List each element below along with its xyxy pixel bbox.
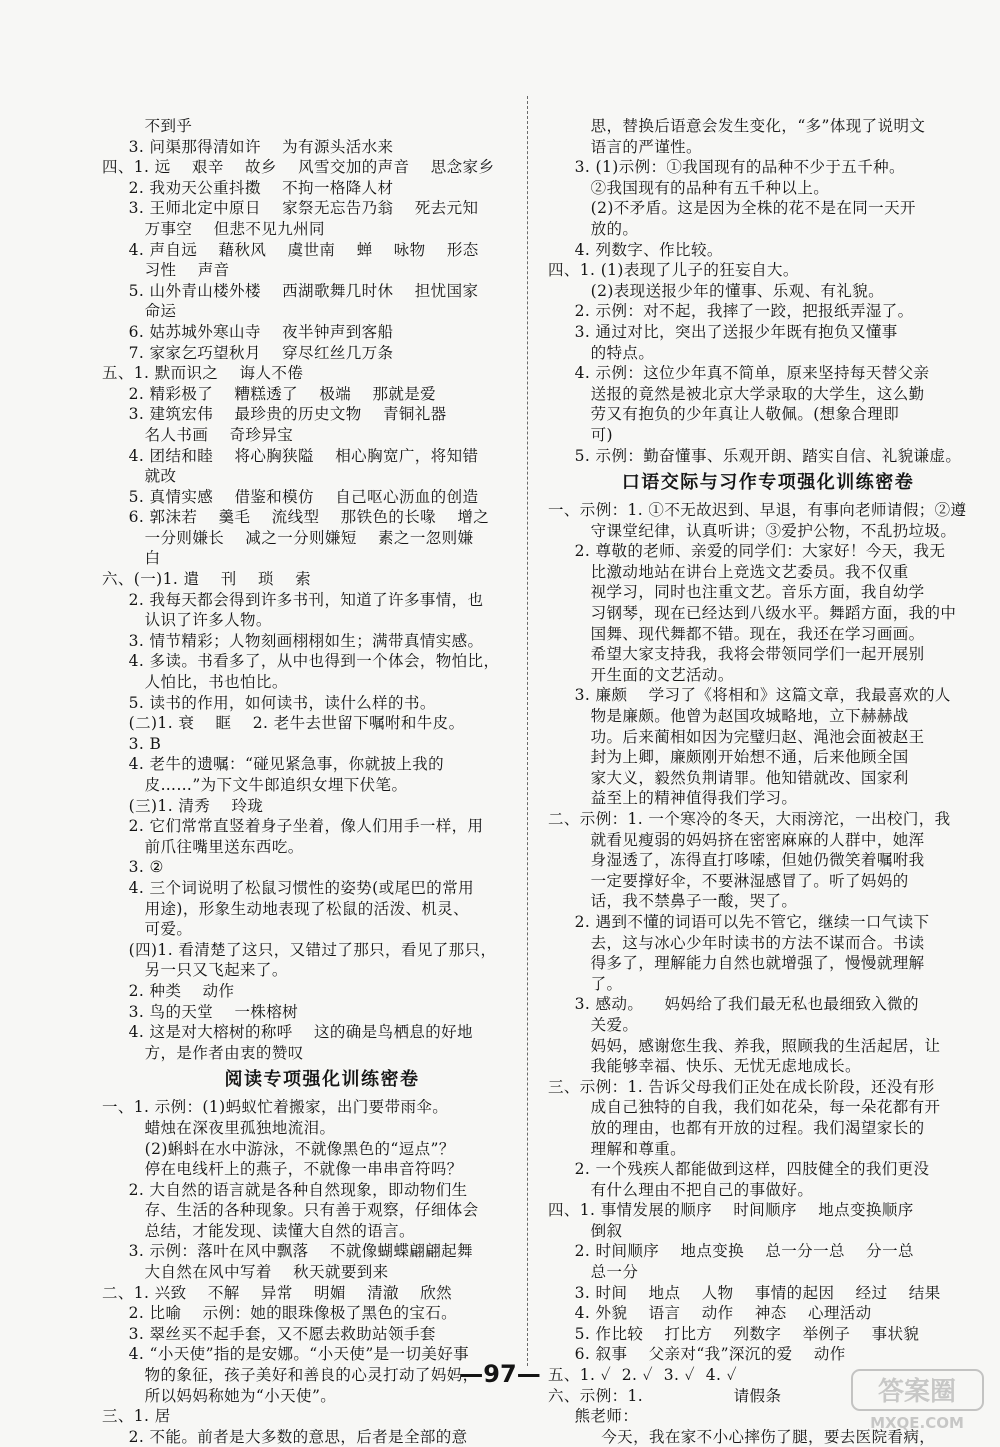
- answer-line: 3. 感动。 妈妈给了我们最无私也最细致入微的: [548, 995, 919, 1014]
- answer-line: 3. 情节精彩；人物刻画栩栩如生；满带真情实感。: [102, 631, 484, 650]
- answer-line: 人怕比，书也怕比。: [102, 673, 288, 692]
- answer-line: 2. 遇到不懂的词语可以先不管它，继续一口气读下: [548, 912, 930, 931]
- answer-line: 6. 郭沫若 羹毛 流线型 那铁色的长喙 增之: [102, 508, 490, 527]
- answer-line: 可): [548, 425, 613, 444]
- answer-line: 5. 真情实感 借鉴和模仿 自己呕心沥血的创造: [102, 487, 479, 506]
- answer-line: 前爪往嘴里送东西吃。: [102, 837, 304, 856]
- answer-line: 开生面的文艺活动。: [548, 665, 734, 684]
- answer-line: 皮……”为下文牛郎追织女埋下伏笔。: [102, 776, 408, 794]
- answer-line: 2. 种类 动作: [102, 981, 235, 1000]
- answer-line: 用途)，形象生动地表现了松鼠的活泼、机灵、: [102, 899, 470, 918]
- answer-line: 总一分: [548, 1263, 639, 1282]
- answer-line: 4. 三个词说明了松鼠习惯性的姿势(或尾巴的常用: [102, 878, 474, 897]
- answer-line: 总结，才能发现、读懂大自然的语言。: [102, 1221, 415, 1240]
- answer-line: 7. 家家乞巧望秋月 穿尽红丝几万条: [102, 343, 394, 362]
- answer-line: 所以妈妈称她为“小天使”。: [102, 1386, 337, 1405]
- answer-line: 一定要撑好伞，不要淋湿感冒了。听了妈妈的: [548, 871, 909, 890]
- answer-line: 守课堂纪律，认真听讲；③爱护公物，不乱扔垃圾。: [548, 521, 957, 540]
- right-column: [548, 116, 988, 1447]
- answer-line: 的特点。: [548, 343, 655, 362]
- answer-line: 物是廉颇。他曾为赵国攻城略地，立下赫赫战: [548, 707, 909, 726]
- answer-line: 成自己独特的自我，我们如花朵，每一朵花都有开: [548, 1098, 941, 1117]
- answer-line: 四、1. 事情发展的顺序 时间顺序 地点变换顺序: [548, 1201, 914, 1220]
- answer-line: 3. ②: [102, 858, 164, 877]
- answer-line: 2. 我劝天公重抖擞 不拘一格降人材: [102, 178, 394, 197]
- answer-line: 5. 示例：勤奋懂事、乐观开朗、踏实自信、礼貌谦虚。: [548, 446, 962, 465]
- answer-line: 六、示例：1. 请假条: [548, 1386, 782, 1405]
- answer-line: 2. 尊敬的老师、亲爱的同学们：大家好！今天，我无: [548, 542, 946, 561]
- answer-line: (四)1. 看清楚了这只，又错过了那只，看见了那只，: [102, 940, 497, 959]
- answer-line: 送报的竟然是被北京大学录取的大学生，这么勤: [548, 384, 925, 403]
- answer-line: 去，这与冰心少年时读书的方法不谋而合。书读: [548, 933, 925, 952]
- answer-line: 家大义，毅然负荆请罪。他知错就改、国家利: [548, 768, 909, 787]
- answer-line: 2. 时间顺序 地点变换 总一分一总 分一总: [548, 1242, 914, 1261]
- answer-line: 四、1. (1)表现了儿子的狂妄自大。: [548, 261, 799, 280]
- answer-line: 二、示例：1. 一个寒冷的冬天，大雨滂沱，一出校门，我: [548, 810, 951, 828]
- answer-line: 3. 问渠那得清如许 为有源头活水来: [102, 137, 394, 156]
- answer-line: 3. 时间 地点 人物 事情的起因 经过 结果: [548, 1283, 941, 1302]
- answer-line: 三、1. 居: [102, 1407, 171, 1426]
- svg-text:答案圈: 答案圈: [877, 1377, 957, 1407]
- answer-line: 就看见瘦弱的妈妈挤在密密麻麻的人群中，她浑: [548, 830, 925, 849]
- answer-line: 3. 翠丝买不起手套，又不愿去救助站领手套: [102, 1324, 436, 1343]
- answer-line: 3. 廉颇 学习了《将相和》这篇文章，我最喜欢的人: [548, 686, 951, 705]
- answer-line: 白: [102, 549, 161, 568]
- answer-line: 3. 王师北定中原日 家祭无忘告乃翁 死去元知: [102, 199, 479, 218]
- left-column: [102, 116, 542, 1447]
- answer-line: 倒叙: [548, 1221, 623, 1240]
- answer-line: 6. 叙事 父亲对“我”深沉的爱 动作: [548, 1345, 846, 1364]
- answer-line: (2)表现送报少年的懂事、乐观、有礼貌。: [548, 281, 885, 300]
- answer-line: 功。后来蔺相如因为完璧归赵、渑池会面被赵王: [548, 727, 925, 746]
- answer-line: 3. 鸟的天堂 一株榕树: [102, 1002, 299, 1021]
- answer-line: 4. “小天使”指的是安娜。“小天使”是一切美好事: [102, 1345, 470, 1364]
- answer-line: 得多了，理解能力自然也就增强了，慢慢就理解: [548, 954, 925, 973]
- answer-line: 不到乎: [102, 117, 193, 135]
- answer-line: 身湿透了，冻得直打哆嗦，但她仍微笑着嘱咐我: [548, 851, 925, 870]
- answer-line: 存、生活的各种现象。只有善于观察，仔细体会: [102, 1201, 479, 1220]
- answer-line: 物的象征，孩子美好和善良的心灵打动了妈妈，: [102, 1366, 479, 1385]
- answer-line: 命运: [102, 302, 177, 321]
- answer-line: 6. 姑苏城外寒山寺 夜半钟声到客船: [102, 322, 394, 341]
- answer-line: 比激动地站在讲台上竞选文艺委员。我不仅重: [548, 562, 909, 581]
- section-heading: 口语交际与习作专项强化训练密卷: [621, 472, 915, 494]
- answer-line: 四、1. 远 艰辛 故乡 风雪交加的声音 思念家乡: [102, 158, 495, 177]
- answer-line: 3. B: [102, 734, 162, 753]
- answer-line: 一分则嫌长 减之一分则嫌短 素之一忽则嫌: [102, 528, 474, 547]
- answer-line: 方，是作者由衷的赞叹: [102, 1043, 304, 1062]
- answer-line: 大自然在风中写着 秋天就要到来: [102, 1263, 389, 1282]
- answer-line: 4. 团结和睦 将心胸狭隘 相心胸宽广，将知错: [102, 446, 479, 465]
- answer-line: 2. 示例：对不起，我摔了一跤，把报纸弄湿了。: [548, 302, 914, 321]
- answer-line: 有什么理由不把自己的事做好。: [548, 1180, 814, 1199]
- answer-line: 放的理由，也都有开放的过程。我们渴望家长的: [548, 1118, 925, 1137]
- answer-line: 理解和尊重。: [548, 1139, 687, 1158]
- answer-line: (三)1. 清秀 玲珑: [102, 796, 264, 815]
- answer-line: 2. 我每天都会得到许多书刊，知道了许多事情，也: [102, 590, 484, 609]
- answer-line: 了。: [548, 974, 623, 993]
- answer-line: 另一只又飞起来了。: [102, 961, 288, 980]
- answer-line: 4. 多读。书看多了，从中也得到一个体会，物怕比，: [102, 652, 500, 671]
- answer-line: 5. 读书的作用，如何读书，读什么样的书。: [102, 693, 436, 712]
- section-heading: 阅读专项强化训练密卷: [224, 1069, 420, 1091]
- answer-line: 万事空 但悲不见九州同: [102, 219, 325, 238]
- answer-line: 希望大家支持我，我将会带领同学们一起开展别: [548, 645, 925, 664]
- answer-line: 视学习，同时也注重文艺。音乐方面，我自幼学: [548, 583, 925, 602]
- answer-line: 语言的严谨性。: [548, 137, 702, 156]
- answer-line: 4. 老牛的遗嘱：“碰见紧急事，你就披上我的: [102, 755, 445, 774]
- answer-line: 一、示例：1. ①不无故迟到、早退，有事向老师请假；②遵: [548, 501, 967, 520]
- watermark-logo: [850, 1368, 985, 1434]
- answer-line: 认识了许多人物。: [102, 611, 272, 630]
- answer-line: 2. 不能。前者是大多数的意思，后者是全部的意: [102, 1427, 468, 1446]
- svg-text:MXQE.COM: MXQE.COM: [870, 1414, 964, 1432]
- answer-line: (二)1. 衰 眶 2. 老牛去世留下嘱咐和牛皮。: [102, 714, 465, 733]
- answer-line: 3. 建筑宏伟 最珍贵的历史文物 青铜礼器: [102, 405, 447, 424]
- answer-line: 劳又有抱负的少年真让人敬佩。(想象合理即: [548, 405, 900, 424]
- column-divider: [527, 96, 528, 1366]
- page-number: —97—: [459, 1360, 541, 1388]
- answer-line: 3. 通过对比，突出了送报少年既有抱负又懂事: [548, 322, 898, 341]
- answer-line: 关爱。: [548, 1015, 639, 1034]
- answer-line: 思，替换后语意会发生变化，“多”体现了说明文: [548, 117, 926, 135]
- answer-line: 停在电线杆上的燕子，不就像一串串音符吗？: [102, 1160, 463, 1179]
- answer-line: 就改: [102, 467, 177, 486]
- answer-line: 3. 示例：落叶在风中飘落 不就像蝴蝶翩翩起舞: [102, 1242, 473, 1261]
- answer-line: 3. (1)示例：①我国现有的品种不少于五千种。: [548, 158, 905, 177]
- answer-line: 六、(一)1. 遣 刊 琐 索: [102, 570, 312, 589]
- answer-line: 习钢琴，现在已经达到八级水平。舞蹈方面，我的中: [548, 604, 957, 623]
- answer-line: 蜡烛在深夜里孤独地流泪。: [102, 1118, 336, 1137]
- answer-line: 话，我不禁鼻子一酸，哭了。: [548, 892, 798, 911]
- answer-line: 五、1. ✓ 2. ✓ 3. ✓ 4. ✓: [548, 1366, 738, 1385]
- answer-line: (2)蝌蚪在水中游泳，不就像黑色的“逗点”？: [102, 1139, 455, 1158]
- answer-line: 4. 列数字、作比较。: [548, 240, 723, 259]
- answer-line: 三、示例：1. 告诉父母我们正处在成长阶段，还没有形: [548, 1077, 935, 1096]
- answer-line: 益至上的精神值得我们学习。: [548, 789, 798, 808]
- answer-line: 2. 它们常常直竖着身子坐着，像人们用手一样，用: [102, 817, 484, 836]
- answer-line: 4. 声自远 藉秋风 虞世南 蝉 咏物 形态: [102, 240, 479, 259]
- answer-line: 2. 比喻 示例：她的眼珠像极了黑色的宝石。: [102, 1304, 458, 1323]
- answer-line: (2)不矛盾。这是因为全株的花不是在同一天开: [548, 199, 916, 218]
- answer-line: 我能够幸福、快乐、无忧无虑地成长。: [548, 1057, 861, 1076]
- answer-line: 封为上卿，廉颇刚开始想不通，后来他顾全国: [548, 748, 909, 767]
- answer-line: ②我国现有的品种有五千种以上。: [548, 178, 830, 197]
- answer-line: 妈妈，感谢您生我、养我，照顾我的生活起居，让: [548, 1036, 941, 1055]
- answer-line: 4. 这是对大榕树的称呼 这的确是鸟栖息的好地: [102, 1023, 473, 1042]
- answer-line: 一、1. 示例：(1)蚂蚁忙着搬家，出门要带雨伞。: [102, 1098, 449, 1117]
- answer-line: 五、1. 默而识之 诲人不倦: [102, 364, 304, 383]
- answer-line: 名人书画 奇珍异宝: [102, 425, 294, 444]
- answer-line: 习性 声音: [102, 261, 230, 280]
- answer-line: 5. 山外青山楼外楼 西湖歌舞几时休 担忧国家: [102, 281, 479, 300]
- answer-line: 可爱。: [102, 920, 193, 939]
- answer-line: 放的。: [548, 219, 639, 238]
- answer-line: 熊老师：: [548, 1407, 639, 1426]
- answer-line: 5. 作比较 打比方 列数字 举例子 事状貌: [548, 1324, 920, 1343]
- answer-line: 国舞、现代舞都不错。现在，我还在学习画画。: [548, 624, 925, 643]
- answer-line: 2. 一个残疾人都能做到这样，四肢健全的我们更没: [548, 1160, 930, 1179]
- answer-line: 2. 大自然的语言就是各种自然现象，即动物们生: [102, 1180, 468, 1199]
- answer-line: 4. 示例：这位少年真不简单，原来坚持每天替父亲: [548, 364, 930, 383]
- answer-line: 4. 外貌 语言 动作 神态 心理活动: [548, 1304, 872, 1323]
- answer-line: 2. 精彩极了 糟糕透了 极端 那就是爱: [102, 384, 437, 403]
- answer-line: 今天，我在家不小心摔伤了腿，要去医院看病，: [548, 1427, 936, 1446]
- answer-line: 二、1. 兴致 不解 异常 明媚 清澈 欣然: [102, 1283, 453, 1302]
